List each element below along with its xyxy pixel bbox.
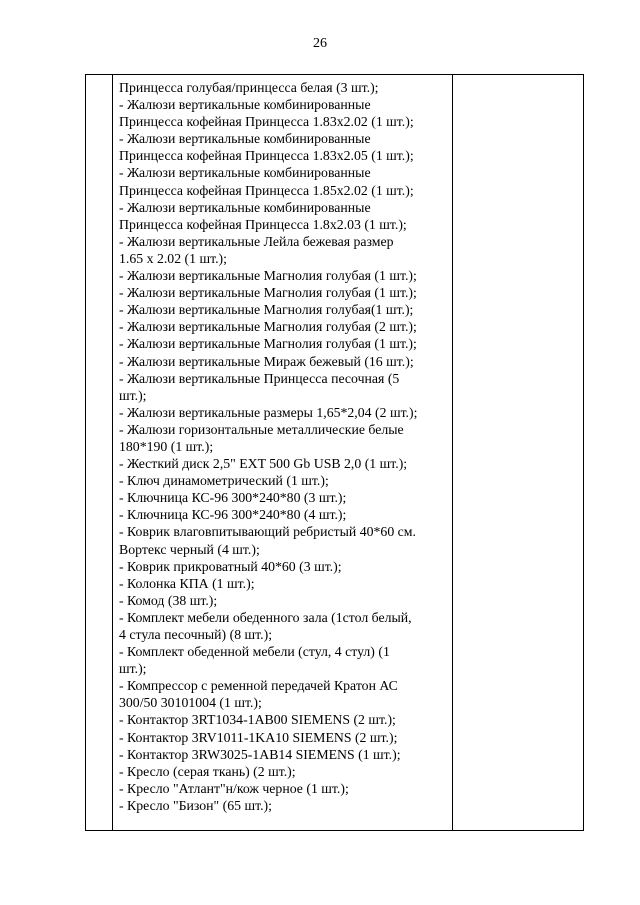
item-line: - Комплект обеденной мебели (стул, 4 стул) (1 xyxy=(119,644,390,660)
item-line: - Жалюзи вертикальные Магнолия голубая (2 шт.); xyxy=(119,319,417,335)
item-line: - Комплект мебели обеденного зала (1стол белый, xyxy=(119,609,412,625)
inventory-table xyxy=(85,74,584,831)
item-line: Принцесса кофейная Принцесса 1.83х2.05 (1 шт.); xyxy=(119,148,414,164)
item-line: Принцесса голубая/принцесса белая (3 шт.); xyxy=(119,80,379,95)
item-line: - Компрессор с ременной передачей Кратон АС xyxy=(119,678,398,694)
item-line: - Жалюзи вертикальные Магнолия голубая(1 шт.); xyxy=(119,302,414,318)
item-line: - Жалюзи горизонтальные металлические белые xyxy=(119,421,404,437)
item-line: 1.65 х 2.02 (1 шт.); xyxy=(119,250,227,266)
item-line: - Жалюзи вертикальные Магнолия голубая (1 шт.); xyxy=(119,285,417,301)
page-number: 26 xyxy=(313,36,327,51)
item-line: - Ключница КС-96 300*240*80 (3 шт.); xyxy=(119,490,347,506)
item-line: - Коврик влаговпитывающий ребристый 40*60 см. xyxy=(119,524,416,540)
item-line: Принцесса кофейная Принцесса 1.83х2.02 (1 шт.); xyxy=(119,114,414,130)
item-line: - Жалюзи вертикальные Магнолия голубая (1 шт.); xyxy=(119,268,417,284)
item-line: - Жалюзи вертикальные комбинированные xyxy=(119,199,371,215)
item-line: - Жалюзи вертикальные комбинированные xyxy=(119,165,371,181)
item-line: 4 стула песочный) (8 шт.); xyxy=(119,627,273,642)
item-line: - Жалюзи вертикальные Магнолия голубая (1 шт.); xyxy=(119,336,417,352)
item-line: - Ключ динамометрический (1 шт.); xyxy=(119,473,329,489)
column-divider-right xyxy=(452,75,453,830)
item-line: шт.); xyxy=(119,661,147,677)
item-line: - Контактор 3RT1034-1AB00 SIEMENS (2 шт.); xyxy=(119,712,396,728)
item-line: 300/50 30101004 (1 шт.); xyxy=(119,695,262,711)
item-line: Принцесса кофейная Принцесса 1.85х2.02 (1 шт.); xyxy=(119,182,414,198)
item-line: - Жалюзи вертикальные размеры 1,65*2,04 (2 шт.); xyxy=(119,404,418,420)
item-line: - Жалюзи вертикальные Принцесса песочная (5 xyxy=(119,370,400,386)
item-line: - Коврик прикроватный 40*60 (3 шт.); xyxy=(119,558,342,574)
item-line: - Колонка КПА (1 шт.); xyxy=(119,575,255,591)
item-line: - Жалюзи вертикальные комбинированные xyxy=(119,97,371,113)
item-line: - Ключница КС-96 300*240*80 (4 шт.); xyxy=(119,507,347,523)
item-line: 180*190 (1 шт.); xyxy=(119,438,214,454)
item-line: - Кресло (серая ткань) (2 шт.); xyxy=(119,763,296,779)
item-line: - Кресло "Атлант"н/кож черное (1 шт.); xyxy=(119,780,349,796)
item-line: - Жалюзи вертикальные Мираж бежевый (16 шт.); xyxy=(119,353,414,369)
item-line: - Кресло "Бизон" (65 шт.); xyxy=(119,797,272,813)
item-line: шт.); xyxy=(119,387,147,403)
item-line: - Жесткий диск 2,5" EXT 500 Gb USB 2,0 (1 шт.); xyxy=(119,456,408,472)
item-line: - Жалюзи вертикальные Лейла бежевая размер xyxy=(119,233,394,249)
item-line: Принцесса кофейная Принцесса 1.8х2.03 (1 шт.); xyxy=(119,216,407,232)
item-line: - Контактор 3RV1011-1KA10 SIEMENS (2 шт.); xyxy=(119,729,398,745)
item-line: - Комод (38 шт.); xyxy=(119,592,218,608)
column-divider-left xyxy=(112,75,113,830)
item-line: - Жалюзи вертикальные комбинированные xyxy=(119,131,371,147)
item-line: - Контактор 3RW3025-1AB14 SIEMENS (1 шт.); xyxy=(119,746,401,762)
item-line: Вортекс черный (4 шт.); xyxy=(119,541,260,557)
table-cell-items xyxy=(119,79,452,814)
